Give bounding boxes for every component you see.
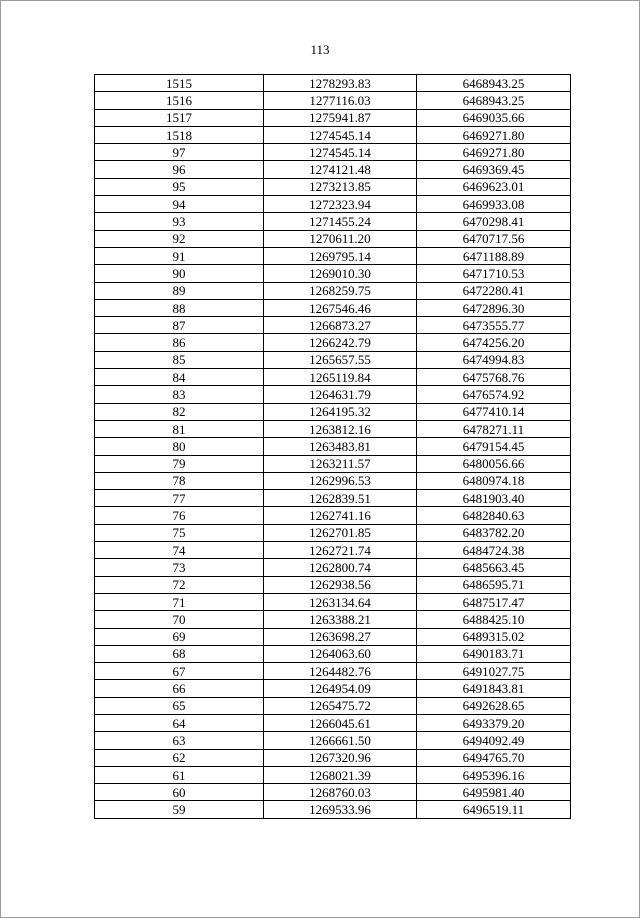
table-row <box>95 196 571 213</box>
x-coordinate-cell: 1264195.32 <box>264 403 417 420</box>
x-coordinate-cell: 1269795.14 <box>264 247 417 264</box>
point-number-cell: 72 <box>95 576 264 593</box>
table-row <box>95 732 571 749</box>
point-number-cell: 70 <box>95 611 264 628</box>
point-number-cell: 1516 <box>95 92 264 109</box>
y-coordinate-cell: 6470298.41 <box>417 213 571 230</box>
y-coordinate-cell: 6481903.40 <box>417 490 571 507</box>
point-number-cell: 1517 <box>95 109 264 126</box>
y-coordinate-cell: 6494092.49 <box>417 732 571 749</box>
x-coordinate-cell: 1274545.14 <box>264 126 417 143</box>
x-coordinate-cell: 1264954.09 <box>264 680 417 697</box>
table-row <box>95 663 571 680</box>
table-row <box>95 75 571 92</box>
y-coordinate-cell: 6479154.45 <box>417 438 571 455</box>
y-coordinate-cell: 6474256.20 <box>417 334 571 351</box>
x-coordinate-cell: 1262839.51 <box>264 490 417 507</box>
x-coordinate-cell: 1262938.56 <box>264 576 417 593</box>
table-row <box>95 420 571 437</box>
point-number-cell: 61 <box>95 766 264 783</box>
table-row <box>95 144 571 161</box>
y-coordinate-cell: 6493379.20 <box>417 714 571 731</box>
table-row <box>95 351 571 368</box>
point-number-cell: 95 <box>95 178 264 195</box>
x-coordinate-cell: 1265119.84 <box>264 369 417 386</box>
y-coordinate-cell: 6487517.47 <box>417 593 571 610</box>
x-coordinate-cell: 1271455.24 <box>264 213 417 230</box>
y-coordinate-cell: 6495981.40 <box>417 784 571 801</box>
x-coordinate-cell: 1277116.03 <box>264 92 417 109</box>
point-number-cell: 65 <box>95 697 264 714</box>
y-coordinate-cell: 6474994.83 <box>417 351 571 368</box>
point-number-cell: 63 <box>95 732 264 749</box>
point-number-cell: 62 <box>95 749 264 766</box>
x-coordinate-cell: 1278293.83 <box>264 75 417 92</box>
y-coordinate-cell: 6496519.11 <box>417 801 571 818</box>
table-row <box>95 611 571 628</box>
y-coordinate-cell: 6490183.71 <box>417 645 571 662</box>
x-coordinate-cell: 1262741.16 <box>264 507 417 524</box>
table-row <box>95 299 571 316</box>
x-coordinate-cell: 1262721.74 <box>264 542 417 559</box>
y-coordinate-cell: 6488425.10 <box>417 611 571 628</box>
point-number-cell: 75 <box>95 524 264 541</box>
point-number-cell: 71 <box>95 593 264 610</box>
point-number-cell: 87 <box>95 317 264 334</box>
table-row <box>95 766 571 783</box>
point-number-cell: 77 <box>95 490 264 507</box>
table-row <box>95 455 571 472</box>
point-number-cell: 85 <box>95 351 264 368</box>
y-coordinate-cell: 6495396.16 <box>417 766 571 783</box>
point-number-cell: 78 <box>95 472 264 489</box>
point-number-cell: 88 <box>95 299 264 316</box>
y-coordinate-cell: 6491843.81 <box>417 680 571 697</box>
table-row <box>95 542 571 559</box>
point-number-cell: 73 <box>95 559 264 576</box>
x-coordinate-cell: 1274121.48 <box>264 161 417 178</box>
table-row <box>95 559 571 576</box>
point-number-cell: 74 <box>95 542 264 559</box>
y-coordinate-cell: 6468943.25 <box>417 92 571 109</box>
table-row <box>95 109 571 126</box>
y-coordinate-cell: 6485663.45 <box>417 559 571 576</box>
point-number-cell: 68 <box>95 645 264 662</box>
point-number-cell: 81 <box>95 420 264 437</box>
table-row <box>95 576 571 593</box>
table-row <box>95 628 571 645</box>
point-number-cell: 84 <box>95 369 264 386</box>
y-coordinate-cell: 6469035.66 <box>417 109 571 126</box>
x-coordinate-cell: 1275941.87 <box>264 109 417 126</box>
table-row <box>95 230 571 247</box>
table-row <box>95 680 571 697</box>
point-number-cell: 94 <box>95 196 264 213</box>
x-coordinate-cell: 1269533.96 <box>264 801 417 818</box>
table-row <box>95 593 571 610</box>
point-number-cell: 64 <box>95 714 264 731</box>
point-number-cell: 59 <box>95 801 264 818</box>
y-coordinate-cell: 6468943.25 <box>417 75 571 92</box>
x-coordinate-cell: 1267320.96 <box>264 749 417 766</box>
table-row <box>95 334 571 351</box>
x-coordinate-cell: 1266045.61 <box>264 714 417 731</box>
table-row <box>95 126 571 143</box>
x-coordinate-cell: 1263812.16 <box>264 420 417 437</box>
y-coordinate-cell: 6470717.56 <box>417 230 571 247</box>
x-coordinate-cell: 1268760.03 <box>264 784 417 801</box>
table-row <box>95 645 571 662</box>
y-coordinate-cell: 6477410.14 <box>417 403 571 420</box>
y-coordinate-cell: 6469623.01 <box>417 178 571 195</box>
y-coordinate-cell: 6478271.11 <box>417 420 571 437</box>
point-number-cell: 90 <box>95 265 264 282</box>
x-coordinate-cell: 1263388.21 <box>264 611 417 628</box>
table-row <box>95 247 571 264</box>
coordinate-table <box>94 74 571 819</box>
x-coordinate-cell: 1264631.79 <box>264 386 417 403</box>
table-row <box>95 784 571 801</box>
x-coordinate-cell: 1274545.14 <box>264 144 417 161</box>
point-number-cell: 60 <box>95 784 264 801</box>
x-coordinate-cell: 1263211.57 <box>264 455 417 472</box>
point-number-cell: 83 <box>95 386 264 403</box>
x-coordinate-cell: 1262996.53 <box>264 472 417 489</box>
y-coordinate-cell: 6480974.18 <box>417 472 571 489</box>
x-coordinate-cell: 1269010.30 <box>264 265 417 282</box>
x-coordinate-cell: 1265475.72 <box>264 697 417 714</box>
table-row <box>95 282 571 299</box>
table-row <box>95 438 571 455</box>
point-number-cell: 92 <box>95 230 264 247</box>
table-row <box>95 178 571 195</box>
y-coordinate-cell: 6472280.41 <box>417 282 571 299</box>
y-coordinate-cell: 6484724.38 <box>417 542 571 559</box>
table-row <box>95 317 571 334</box>
point-number-cell: 1518 <box>95 126 264 143</box>
point-number-cell: 67 <box>95 663 264 680</box>
x-coordinate-cell: 1263698.27 <box>264 628 417 645</box>
point-number-cell: 96 <box>95 161 264 178</box>
table-row <box>95 213 571 230</box>
point-number-cell: 97 <box>95 144 264 161</box>
page-number: 113 <box>310 42 330 57</box>
y-coordinate-cell: 6491027.75 <box>417 663 571 680</box>
point-number-cell: 79 <box>95 455 264 472</box>
point-number-cell: 91 <box>95 247 264 264</box>
point-number-cell: 66 <box>95 680 264 697</box>
table-row <box>95 403 571 420</box>
x-coordinate-cell: 1264063.60 <box>264 645 417 662</box>
table-row <box>95 697 571 714</box>
y-coordinate-cell: 6480056.66 <box>417 455 571 472</box>
table-row <box>95 801 571 818</box>
y-coordinate-cell: 6492628.65 <box>417 697 571 714</box>
y-coordinate-cell: 6469933.08 <box>417 196 571 213</box>
x-coordinate-cell: 1272323.94 <box>264 196 417 213</box>
y-coordinate-cell: 6472896.30 <box>417 299 571 316</box>
y-coordinate-cell: 6482840.63 <box>417 507 571 524</box>
y-coordinate-cell: 6473555.77 <box>417 317 571 334</box>
x-coordinate-cell: 1263483.81 <box>264 438 417 455</box>
point-number-cell: 93 <box>95 213 264 230</box>
x-coordinate-cell: 1266873.27 <box>264 317 417 334</box>
y-coordinate-cell: 6486595.71 <box>417 576 571 593</box>
x-coordinate-cell: 1270611.20 <box>264 230 417 247</box>
x-coordinate-cell: 1268259.75 <box>264 282 417 299</box>
x-coordinate-cell: 1268021.39 <box>264 766 417 783</box>
x-coordinate-cell: 1266661.50 <box>264 732 417 749</box>
table-row <box>95 472 571 489</box>
y-coordinate-cell: 6471710.53 <box>417 265 571 282</box>
y-coordinate-cell: 6469271.80 <box>417 126 571 143</box>
table-row <box>95 749 571 766</box>
x-coordinate-cell: 1262701.85 <box>264 524 417 541</box>
table-row <box>95 714 571 731</box>
table-row <box>95 369 571 386</box>
point-number-cell: 86 <box>95 334 264 351</box>
y-coordinate-cell: 6471188.89 <box>417 247 571 264</box>
table-row <box>95 92 571 109</box>
x-coordinate-cell: 1264482.76 <box>264 663 417 680</box>
point-number-cell: 69 <box>95 628 264 645</box>
y-coordinate-cell: 6494765.70 <box>417 749 571 766</box>
y-coordinate-cell: 6469369.45 <box>417 161 571 178</box>
x-coordinate-cell: 1263134.64 <box>264 593 417 610</box>
point-number-cell: 76 <box>95 507 264 524</box>
point-number-cell: 1515 <box>95 75 264 92</box>
x-coordinate-cell: 1273213.85 <box>264 178 417 195</box>
point-number-cell: 82 <box>95 403 264 420</box>
table-body <box>95 75 571 819</box>
point-number-cell: 89 <box>95 282 264 299</box>
x-coordinate-cell: 1262800.74 <box>264 559 417 576</box>
y-coordinate-cell: 6489315.02 <box>417 628 571 645</box>
table-row <box>95 161 571 178</box>
y-coordinate-cell: 6483782.20 <box>417 524 571 541</box>
x-coordinate-cell: 1265657.55 <box>264 351 417 368</box>
table-row <box>95 507 571 524</box>
y-coordinate-cell: 6475768.76 <box>417 369 571 386</box>
table-row <box>95 265 571 282</box>
y-coordinate-cell: 6469271.80 <box>417 144 571 161</box>
y-coordinate-cell: 6476574.92 <box>417 386 571 403</box>
table-row <box>95 386 571 403</box>
table-row <box>95 524 571 541</box>
table-row <box>95 490 571 507</box>
x-coordinate-cell: 1266242.79 <box>264 334 417 351</box>
point-number-cell: 80 <box>95 438 264 455</box>
x-coordinate-cell: 1267546.46 <box>264 299 417 316</box>
